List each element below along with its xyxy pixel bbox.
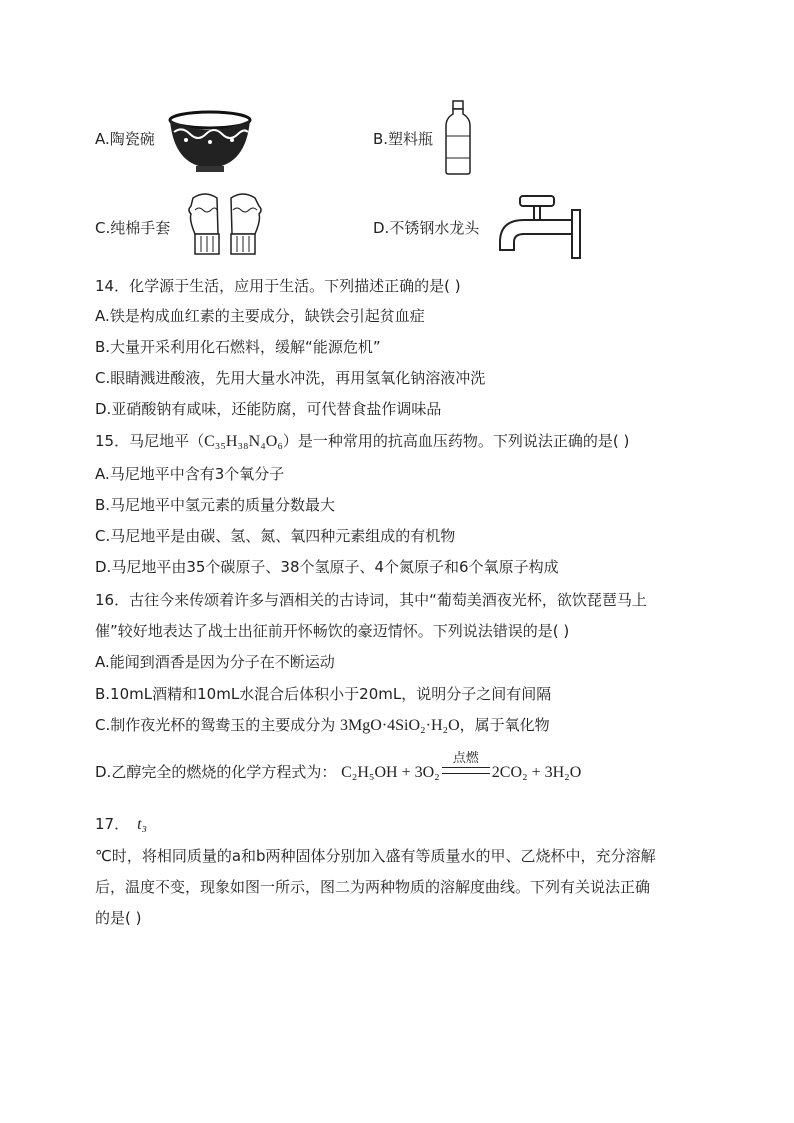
- ceramic-bowl-icon: [166, 108, 254, 174]
- option-c-label: C.纯棉手套: [95, 219, 171, 237]
- option-d-label: D.不锈钢水龙头: [373, 219, 480, 237]
- option-a-label: A.陶瓷碗: [95, 130, 155, 148]
- steel-faucet-icon: [494, 194, 584, 262]
- question-16-option-b: B.10mL酒精和10mL水混合后体积小于20mL，说明分子之间有间隔: [95, 685, 552, 703]
- question-17-line2: 后，温度不变，现象如图一所示，图二为两种物质的溶解度曲线。下列有关说法正确: [95, 878, 651, 896]
- question-14-stem: 14．化学源于生活，应用于生活。下列描述正确的是( ): [95, 277, 461, 295]
- question-17-line3: 的是( ): [95, 909, 142, 927]
- question-15-option-a: A.马尼地平中含有3个氧分子: [95, 465, 285, 483]
- question-14-option-a: A.铁是构成血红素的主要成分，缺铁会引起贫血症: [95, 307, 425, 325]
- reaction-condition: 点燃: [452, 751, 479, 766]
- equation-left: C₂H₅OH + 3O₂: [341, 764, 440, 781]
- question-16-stem-line2: 催”较好地表达了战士出征前开怀畅饮的豪迈情怀。下列说法错误的是( ): [95, 622, 570, 640]
- reaction-arrow: [440, 751, 492, 782]
- question-14-option-c: C.眼睛溅进酸液，先用大量水冲洗，再用氢氧化钠溶液冲洗: [95, 369, 486, 387]
- question-14-option-d: D.亚硝酸钠有咸味，还能防腐，可代替食盐作调味品: [95, 400, 442, 418]
- question-16-option-d: D.乙醇完全的燃烧的化学方程式为： C₂H₅OH + 3O₂ 点燃 2CO₂ + 3H₂O: [95, 751, 582, 781]
- option-b-label: B.塑料瓶: [373, 130, 434, 148]
- jade-formula: 3MgO·4SiO₂·H₂O: [340, 717, 460, 734]
- temperature-variable: t₃: [137, 816, 148, 833]
- question-16-option-a: A.能闻到酒香是因为分子在不断运动: [95, 653, 335, 671]
- question-15-option-b: B.马尼地平中氢元素的质量分数最大: [95, 496, 336, 514]
- question-16-option-c: C.制作夜光杯的鸳鸯玉的主要成分为 3MgO·4SiO₂·H₂O，属于氧化物: [95, 716, 550, 734]
- cotton-gloves-icon: [187, 190, 267, 258]
- question-15-option-d: D.马尼地平由35个碳原子、38个氢原子、4个氮原子和6个氧原子构成: [95, 558, 559, 576]
- plastic-bottle-icon: [443, 100, 473, 176]
- manidipine-formula: C₃₅H₃₈N₄O₆: [204, 433, 283, 450]
- question-15-option-c: C.马尼地平是由碳、氢、氮、氧四种元素组成的有机物: [95, 527, 456, 545]
- question-17-line1: ℃时，将相同质量的a和b两种固体分别加入盛有等质量水的甲、乙烧杯中，充分溶解: [95, 847, 656, 865]
- question-16-stem-line1: 16．古往今来传颂着许多与酒相关的古诗词，其中“葡萄美酒夜光杯，欲饮琵琶马上: [95, 591, 647, 609]
- equation-right: 2CO₂ + 3H₂O: [491, 764, 582, 781]
- question-14-option-b: B.大量开采利用化石燃料，缓解“能源危机”: [95, 338, 381, 356]
- question-15-stem: 15．马尼地平（C₃₅H₃₈N₄O₆）是一种常用的抗高血压药物。下列说法正确的是( ): [95, 432, 630, 450]
- question-17-number: 17． t₃: [95, 815, 148, 833]
